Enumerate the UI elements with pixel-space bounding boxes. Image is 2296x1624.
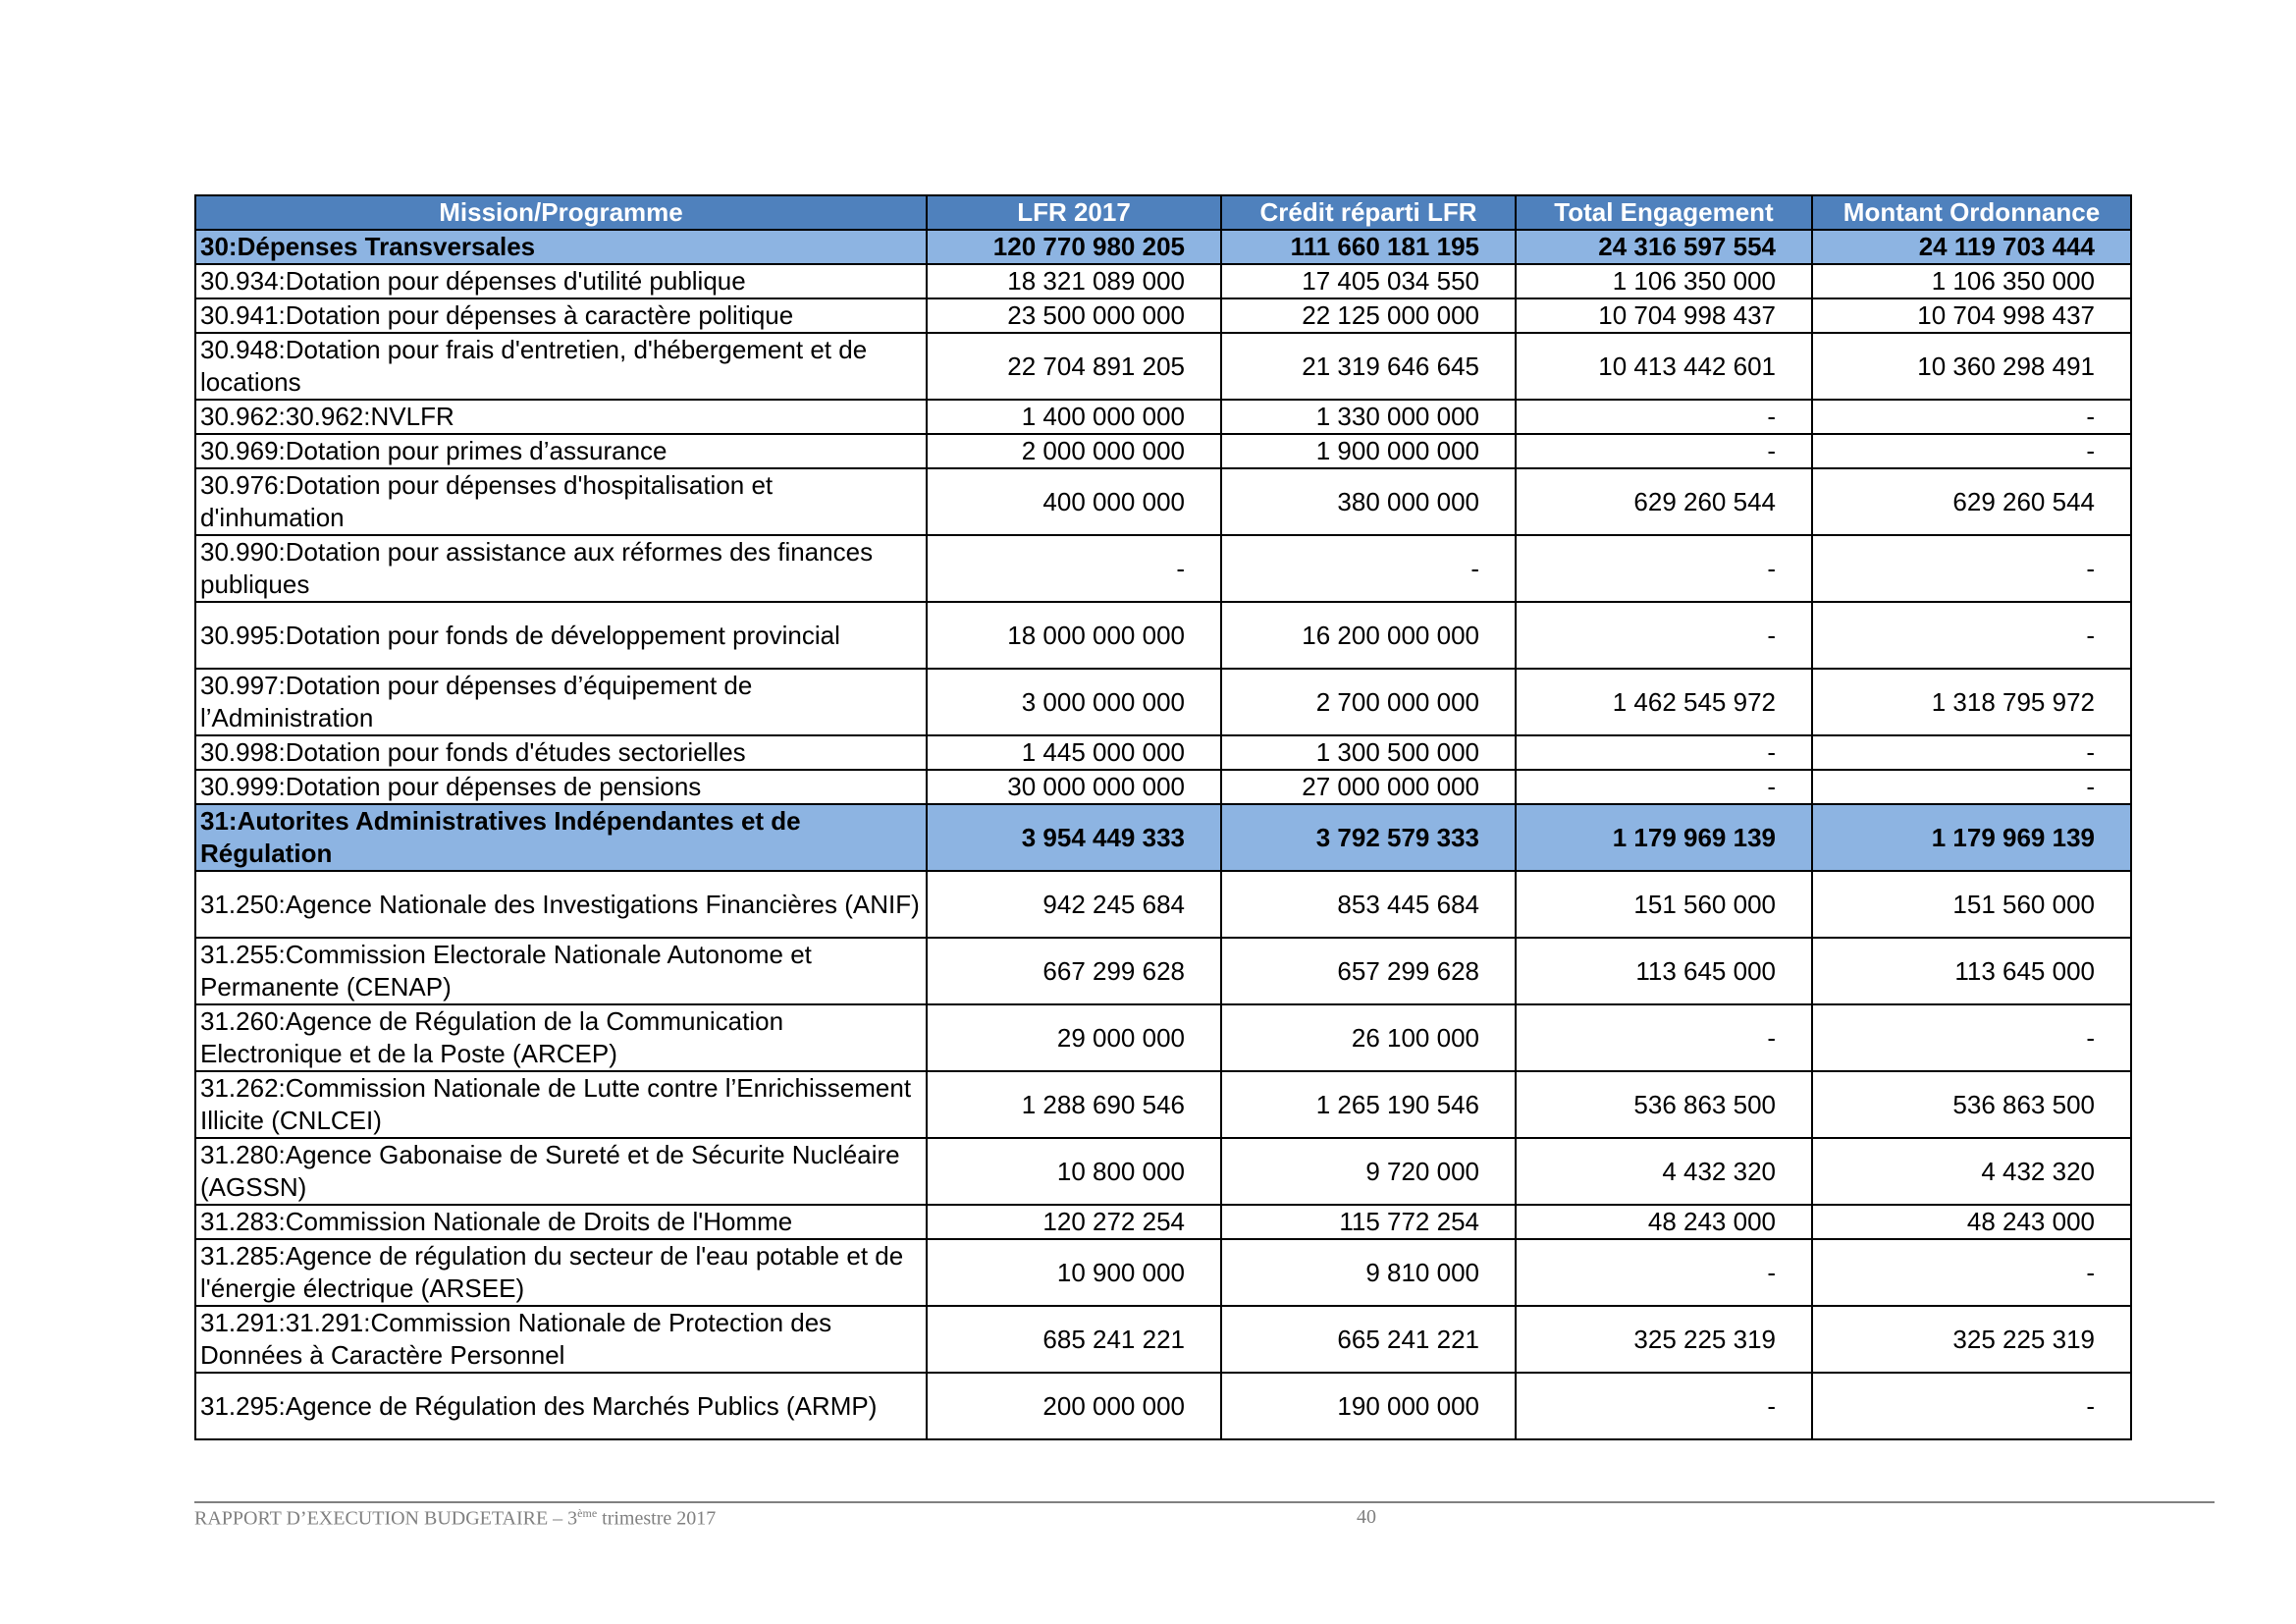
programme-row — [195, 1373, 2131, 1439]
table-header-row — [195, 195, 2131, 230]
cell-mission-programme: 30:Dépenses Transversales — [195, 230, 927, 264]
cell-credit-reparti: 1 330 000 000 — [1221, 400, 1516, 434]
cell-montant-ordonnance: - — [1812, 770, 2131, 804]
cell-credit-reparti: 26 100 000 — [1221, 1004, 1516, 1071]
cell-lfr-2017: 3 954 449 333 — [927, 804, 1221, 871]
cell-lfr-2017: 400 000 000 — [927, 468, 1221, 535]
cell-lfr-2017: 22 704 891 205 — [927, 333, 1221, 400]
cell-total-engagement: 10 704 998 437 — [1516, 298, 1812, 333]
cell-total-engagement: - — [1516, 535, 1812, 602]
cell-montant-ordonnance: 24 119 703 444 — [1812, 230, 2131, 264]
footer-page-number: 40 — [1357, 1506, 1376, 1528]
programme-row — [195, 1205, 2131, 1239]
cell-credit-reparti: 115 772 254 — [1221, 1205, 1516, 1239]
cell-lfr-2017: 1 400 000 000 — [927, 400, 1221, 434]
cell-lfr-2017: 200 000 000 — [927, 1373, 1221, 1439]
cell-lfr-2017: 685 241 221 — [927, 1306, 1221, 1373]
cell-montant-ordonnance: 325 225 319 — [1812, 1306, 2131, 1373]
cell-total-engagement: 1 106 350 000 — [1516, 264, 1812, 298]
cell-credit-reparti: 853 445 684 — [1221, 871, 1516, 938]
cell-montant-ordonnance: 10 704 998 437 — [1812, 298, 2131, 333]
programme-row — [195, 333, 2131, 400]
cell-montant-ordonnance: 629 260 544 — [1812, 468, 2131, 535]
cell-total-engagement: - — [1516, 735, 1812, 770]
cell-lfr-2017: 942 245 684 — [927, 871, 1221, 938]
cell-credit-reparti: 1 300 500 000 — [1221, 735, 1516, 770]
cell-lfr-2017: 29 000 000 — [927, 1004, 1221, 1071]
cell-credit-reparti: 665 241 221 — [1221, 1306, 1516, 1373]
footer-rule — [194, 1501, 2215, 1503]
programme-row — [195, 1306, 2131, 1373]
cell-mission-programme: 30.941:Dotation pour dépenses à caractère politique — [195, 298, 927, 333]
programme-row — [195, 1004, 2131, 1071]
cell-mission-programme: 30.962:30.962:NVLFR — [195, 400, 927, 434]
cell-montant-ordonnance: 151 560 000 — [1812, 871, 2131, 938]
programme-row — [195, 434, 2131, 468]
cell-total-engagement: 325 225 319 — [1516, 1306, 1812, 1373]
cell-montant-ordonnance: 48 243 000 — [1812, 1205, 2131, 1239]
cell-credit-reparti: 111 660 181 195 — [1221, 230, 1516, 264]
cell-lfr-2017: 667 299 628 — [927, 938, 1221, 1004]
cell-montant-ordonnance: 1 179 969 139 — [1812, 804, 2131, 871]
mission-row — [195, 804, 2131, 871]
footer-title-sup: ème — [577, 1506, 598, 1520]
cell-total-engagement: 10 413 442 601 — [1516, 333, 1812, 400]
cell-lfr-2017: 120 272 254 — [927, 1205, 1221, 1239]
cell-lfr-2017: 18 000 000 000 — [927, 602, 1221, 669]
cell-total-engagement: 536 863 500 — [1516, 1071, 1812, 1138]
cell-total-engagement: 48 243 000 — [1516, 1205, 1812, 1239]
cell-total-engagement: - — [1516, 602, 1812, 669]
cell-total-engagement: 1 462 545 972 — [1516, 669, 1812, 735]
mission-row — [195, 230, 2131, 264]
programme-row — [195, 535, 2131, 602]
programme-row — [195, 669, 2131, 735]
cell-montant-ordonnance: 4 432 320 — [1812, 1138, 2131, 1205]
cell-total-engagement: - — [1516, 1004, 1812, 1071]
footer-report-title — [194, 1506, 716, 1531]
cell-mission-programme: 30.995:Dotation pour fonds de développement provincial — [195, 602, 927, 669]
cell-mission-programme: 30.997:Dotation pour dépenses d’équipement de l’Administration — [195, 669, 927, 735]
programme-row — [195, 1071, 2131, 1138]
cell-credit-reparti: 27 000 000 000 — [1221, 770, 1516, 804]
cell-total-engagement: 4 432 320 — [1516, 1138, 1812, 1205]
programme-row — [195, 298, 2131, 333]
cell-credit-reparti: 2 700 000 000 — [1221, 669, 1516, 735]
cell-mission-programme: 31.262:Commission Nationale de Lutte contre l’Enrichissement Illicite (CNLCEI) — [195, 1071, 927, 1138]
cell-mission-programme: 31.250:Agence Nationale des Investigations Financières (ANIF) — [195, 871, 927, 938]
cell-mission-programme: 31.255:Commission Electorale Nationale Autonome et Permanente (CENAP) — [195, 938, 927, 1004]
cell-credit-reparti: 22 125 000 000 — [1221, 298, 1516, 333]
cell-mission-programme: 30.976:Dotation pour dépenses d'hospitalisation et d'inhumation — [195, 468, 927, 535]
cell-credit-reparti: 16 200 000 000 — [1221, 602, 1516, 669]
header-mission-programme: Mission/Programme — [195, 195, 927, 230]
cell-lfr-2017: 2 000 000 000 — [927, 434, 1221, 468]
cell-total-engagement: 151 560 000 — [1516, 871, 1812, 938]
header-lfr-2017: LFR 2017 — [927, 195, 1221, 230]
cell-total-engagement: - — [1516, 434, 1812, 468]
cell-mission-programme: 31.283:Commission Nationale de Droits de l'Homme — [195, 1205, 927, 1239]
programme-row — [195, 1138, 2131, 1205]
cell-montant-ordonnance: 10 360 298 491 — [1812, 333, 2131, 400]
cell-total-engagement: 24 316 597 554 — [1516, 230, 1812, 264]
cell-mission-programme: 30.990:Dotation pour assistance aux réformes des finances publiques — [195, 535, 927, 602]
cell-mission-programme: 30.998:Dotation pour fonds d'études sectorielles — [195, 735, 927, 770]
cell-lfr-2017: 1 288 690 546 — [927, 1071, 1221, 1138]
cell-credit-reparti: 9 720 000 — [1221, 1138, 1516, 1205]
cell-mission-programme: 31:Autorites Administratives Indépendantes et de Régulation — [195, 804, 927, 871]
cell-mission-programme: 30.934:Dotation pour dépenses d'utilité publique — [195, 264, 927, 298]
cell-lfr-2017: 10 900 000 — [927, 1239, 1221, 1306]
cell-lfr-2017: 23 500 000 000 — [927, 298, 1221, 333]
cell-montant-ordonnance: 1 106 350 000 — [1812, 264, 2131, 298]
programme-row — [195, 468, 2131, 535]
cell-montant-ordonnance: - — [1812, 434, 2131, 468]
programme-row — [195, 871, 2131, 938]
programme-row — [195, 602, 2131, 669]
cell-total-engagement: 1 179 969 139 — [1516, 804, 1812, 871]
cell-lfr-2017: 18 321 089 000 — [927, 264, 1221, 298]
cell-montant-ordonnance: - — [1812, 400, 2131, 434]
table-body — [195, 230, 2131, 1439]
cell-credit-reparti: 190 000 000 — [1221, 1373, 1516, 1439]
cell-credit-reparti: - — [1221, 535, 1516, 602]
cell-total-engagement: - — [1516, 770, 1812, 804]
cell-credit-reparti: 1 265 190 546 — [1221, 1071, 1516, 1138]
cell-montant-ordonnance: - — [1812, 735, 2131, 770]
budget-table — [194, 194, 2132, 1440]
programme-row — [195, 770, 2131, 804]
cell-mission-programme: 31.285:Agence de régulation du secteur de l'eau potable et de l'énergie électrique (ARSEE) — [195, 1239, 927, 1306]
cell-credit-reparti: 3 792 579 333 — [1221, 804, 1516, 871]
programme-row — [195, 735, 2131, 770]
cell-total-engagement: - — [1516, 1373, 1812, 1439]
cell-mission-programme: 31.280:Agence Gabonaise de Sureté et de Sécurite Nucléaire (AGSSN) — [195, 1138, 927, 1205]
cell-credit-reparti: 380 000 000 — [1221, 468, 1516, 535]
header-total-engagement: Total Engagement — [1516, 195, 1812, 230]
cell-mission-programme: 31.295:Agence de Régulation des Marchés Publics (ARMP) — [195, 1373, 927, 1439]
programme-row — [195, 400, 2131, 434]
cell-total-engagement: 113 645 000 — [1516, 938, 1812, 1004]
footer-title-prefix: RAPPORT D’EXECUTION BUDGETAIRE – 3 — [194, 1507, 578, 1530]
cell-credit-reparti: 9 810 000 — [1221, 1239, 1516, 1306]
programme-row — [195, 938, 2131, 1004]
cell-total-engagement: - — [1516, 1239, 1812, 1306]
programme-row — [195, 1239, 2131, 1306]
header-credit-reparti: Crédit réparti LFR — [1221, 195, 1516, 230]
header-montant-ordonnance: Montant Ordonnance — [1812, 195, 2131, 230]
cell-montant-ordonnance: - — [1812, 1004, 2131, 1071]
cell-lfr-2017: 1 445 000 000 — [927, 735, 1221, 770]
cell-credit-reparti: 657 299 628 — [1221, 938, 1516, 1004]
cell-montant-ordonnance: - — [1812, 535, 2131, 602]
cell-lfr-2017: 10 800 000 — [927, 1138, 1221, 1205]
programme-row — [195, 264, 2131, 298]
cell-montant-ordonnance: - — [1812, 1373, 2131, 1439]
cell-montant-ordonnance: - — [1812, 602, 2131, 669]
cell-lfr-2017: 30 000 000 000 — [927, 770, 1221, 804]
footer-title-suffix: trimestre 2017 — [597, 1507, 717, 1530]
cell-montant-ordonnance: 113 645 000 — [1812, 938, 2131, 1004]
cell-montant-ordonnance: 1 318 795 972 — [1812, 669, 2131, 735]
cell-lfr-2017: - — [927, 535, 1221, 602]
cell-credit-reparti: 21 319 646 645 — [1221, 333, 1516, 400]
cell-total-engagement: 629 260 544 — [1516, 468, 1812, 535]
cell-mission-programme: 31.291:31.291:Commission Nationale de Protection des Données à Caractère Personnel — [195, 1306, 927, 1373]
cell-montant-ordonnance: 536 863 500 — [1812, 1071, 2131, 1138]
cell-montant-ordonnance: - — [1812, 1239, 2131, 1306]
cell-credit-reparti: 17 405 034 550 — [1221, 264, 1516, 298]
cell-mission-programme: 31.260:Agence de Régulation de la Communication Electronique et de la Poste (ARCEP) — [195, 1004, 927, 1071]
cell-mission-programme: 30.999:Dotation pour dépenses de pensions — [195, 770, 927, 804]
cell-mission-programme: 30.969:Dotation pour primes d’assurance — [195, 434, 927, 468]
cell-lfr-2017: 3 000 000 000 — [927, 669, 1221, 735]
cell-total-engagement: - — [1516, 400, 1812, 434]
cell-mission-programme: 30.948:Dotation pour frais d'entretien, d'hébergement et de locations — [195, 333, 927, 400]
cell-lfr-2017: 120 770 980 205 — [927, 230, 1221, 264]
cell-credit-reparti: 1 900 000 000 — [1221, 434, 1516, 468]
